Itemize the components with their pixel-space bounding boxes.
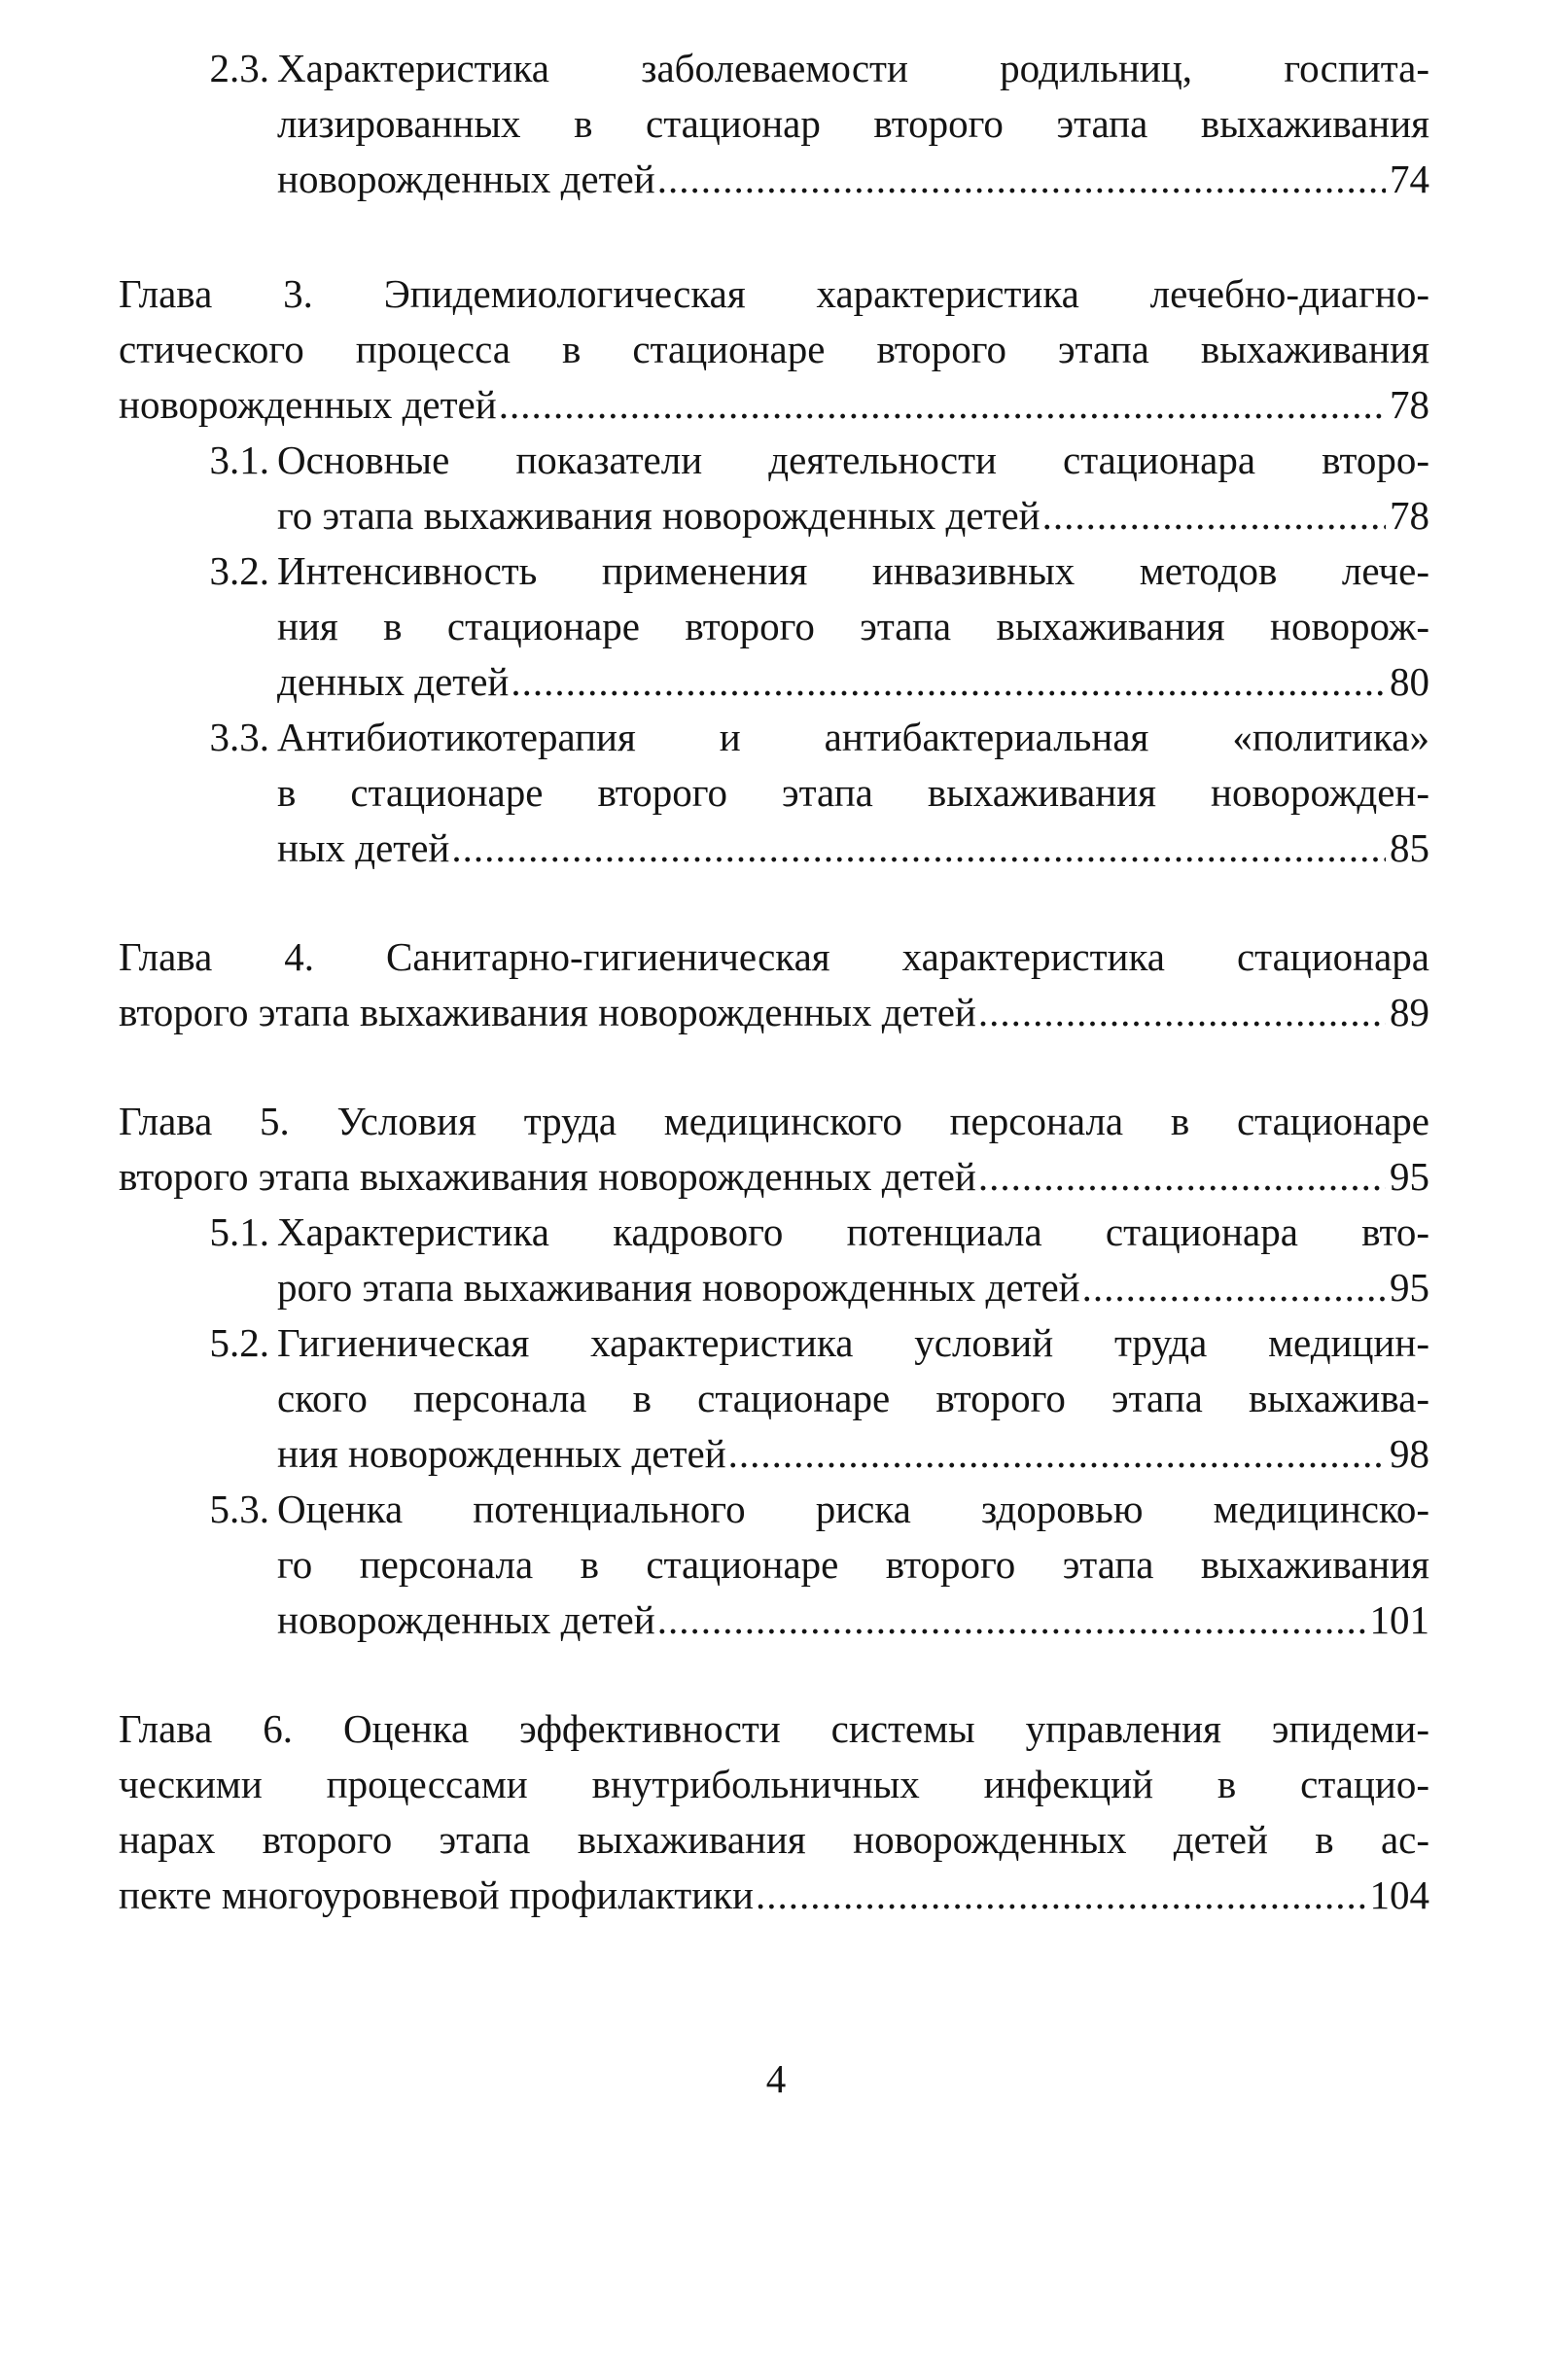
toc-line: лизированных в стационар второго этапа выхаживания xyxy=(277,101,1429,146)
toc-line: ского персонала в стационаре второго этапа выхажива- xyxy=(277,1376,1429,1420)
dot-leader xyxy=(657,1592,1366,1648)
toc-line: Глава 3. Эпидемиологическая характеристика лечебно-диагно- xyxy=(119,271,1429,316)
toc-chapter xyxy=(119,1701,1429,1923)
dot-leader xyxy=(451,821,1386,876)
toc-line xyxy=(119,377,1429,433)
dot-leader xyxy=(511,654,1386,710)
toc-line xyxy=(277,152,1429,207)
toc-section xyxy=(119,1205,1429,1315)
toc-page-number: 78 xyxy=(1390,493,1429,538)
toc-section xyxy=(119,1482,1429,1648)
toc-line-text: новорожденных детей xyxy=(277,157,655,201)
toc-page-number: 89 xyxy=(1390,990,1429,1034)
toc-line xyxy=(277,1426,1429,1482)
toc-section xyxy=(119,543,1429,710)
page-number: 4 xyxy=(765,2056,787,2101)
toc-chapter xyxy=(119,929,1429,1040)
toc-line: Антибиотикотерапия и антибактериальная «политика» xyxy=(277,715,1429,759)
toc-line: ния в стационаре второго этапа выхаживания новорож- xyxy=(277,604,1429,648)
toc-section-number: 3.2. xyxy=(209,548,269,593)
toc-section-number: 5.1. xyxy=(209,1209,269,1254)
toc-page-number: 101 xyxy=(1369,1597,1429,1642)
toc-line: стического процесса в стационаре второго этапа выхаживания xyxy=(119,327,1429,371)
toc-page-number: 95 xyxy=(1390,1154,1429,1199)
toc-page-number: 80 xyxy=(1390,659,1429,704)
toc-line-text: ных детей xyxy=(277,825,450,870)
toc-line-text: второго этапа выхаживания новорожденных детей xyxy=(119,990,976,1034)
toc-section-number: 2.3. xyxy=(209,46,269,90)
toc-line: Оценка потенциального риска здоровью медицинско- xyxy=(277,1487,1429,1531)
toc-line xyxy=(277,1260,1429,1315)
toc-line: Гигиеническая характеристика условий труда медицин- xyxy=(277,1320,1429,1365)
toc-page-number: 95 xyxy=(1390,1265,1429,1310)
toc-line: го персонала в стационаре второго этапа выхаживания xyxy=(277,1542,1429,1587)
toc-line-text: денных детей xyxy=(277,659,510,704)
toc-page-number: 104 xyxy=(1369,1872,1429,1917)
toc-line xyxy=(277,1592,1429,1648)
dot-leader xyxy=(978,985,1386,1040)
toc-line: Характеристика кадрового потенциала стационара вто- xyxy=(277,1209,1429,1254)
toc-page-number: 98 xyxy=(1390,1431,1429,1476)
toc-page-number: 74 xyxy=(1390,157,1429,201)
toc-line: нарах второго этапа выхаживания новорожденных детей в ас- xyxy=(119,1817,1429,1862)
toc-line: в стационаре второго этапа выхаживания новорожден- xyxy=(277,770,1429,815)
toc-section xyxy=(119,1315,1429,1482)
toc-line: Глава 4. Санитарно-гигиеническая характеристика стационара xyxy=(119,934,1429,979)
dot-leader xyxy=(657,152,1386,207)
toc-line-text: рого этапа выхаживания новорожденных детей xyxy=(277,1265,1080,1310)
toc-page-number: 85 xyxy=(1390,825,1429,870)
dot-leader xyxy=(499,377,1386,433)
dot-leader xyxy=(1042,488,1386,543)
toc-section xyxy=(119,433,1429,543)
toc-line: Глава 6. Оценка эффективности системы управления эпидеми- xyxy=(119,1706,1429,1751)
toc-line xyxy=(277,821,1429,876)
dot-leader xyxy=(728,1426,1386,1482)
toc-chapter xyxy=(119,1094,1429,1205)
toc-line: Интенсивность применения инвазивных методов лече- xyxy=(277,548,1429,593)
toc-section-number: 5.2. xyxy=(209,1320,269,1365)
toc-section-number: 3.1. xyxy=(209,438,269,482)
toc-section-number: 3.3. xyxy=(209,715,269,759)
toc-line xyxy=(277,654,1429,710)
toc-line xyxy=(277,488,1429,543)
toc-line: ческими процессами внутрибольничных инфекций в стацио- xyxy=(119,1762,1429,1806)
toc-page-number: 78 xyxy=(1390,382,1429,427)
dot-leader xyxy=(978,1149,1386,1205)
toc-section xyxy=(119,710,1429,876)
toc-line xyxy=(119,1868,1429,1923)
toc-line-text: новорожденных детей xyxy=(119,382,497,427)
toc-section xyxy=(119,41,1429,207)
toc-section-number: 5.3. xyxy=(209,1487,269,1531)
table-of-contents xyxy=(119,41,1429,1923)
toc-line: Характеристика заболеваемости родильниц, госпита- xyxy=(277,46,1429,90)
toc-line xyxy=(119,985,1429,1040)
dot-leader xyxy=(1082,1260,1386,1315)
toc-line-text: второго этапа выхаживания новорожденных детей xyxy=(119,1154,976,1199)
toc-line-text: го этапа выхаживания новорожденных детей xyxy=(277,493,1041,538)
toc-chapter xyxy=(119,266,1429,433)
toc-line-text: ния новорожденных детей xyxy=(277,1431,726,1476)
toc-line xyxy=(119,1149,1429,1205)
toc-line: Глава 5. Условия труда медицинского персонала в стационаре xyxy=(119,1099,1429,1143)
toc-line-text: пекте многоуровневой профилактики xyxy=(119,1872,754,1917)
toc-line-text: новорожденных детей xyxy=(277,1597,655,1642)
toc-line: Основные показатели деятельности стационара второ- xyxy=(277,438,1429,482)
dot-leader xyxy=(756,1868,1366,1923)
